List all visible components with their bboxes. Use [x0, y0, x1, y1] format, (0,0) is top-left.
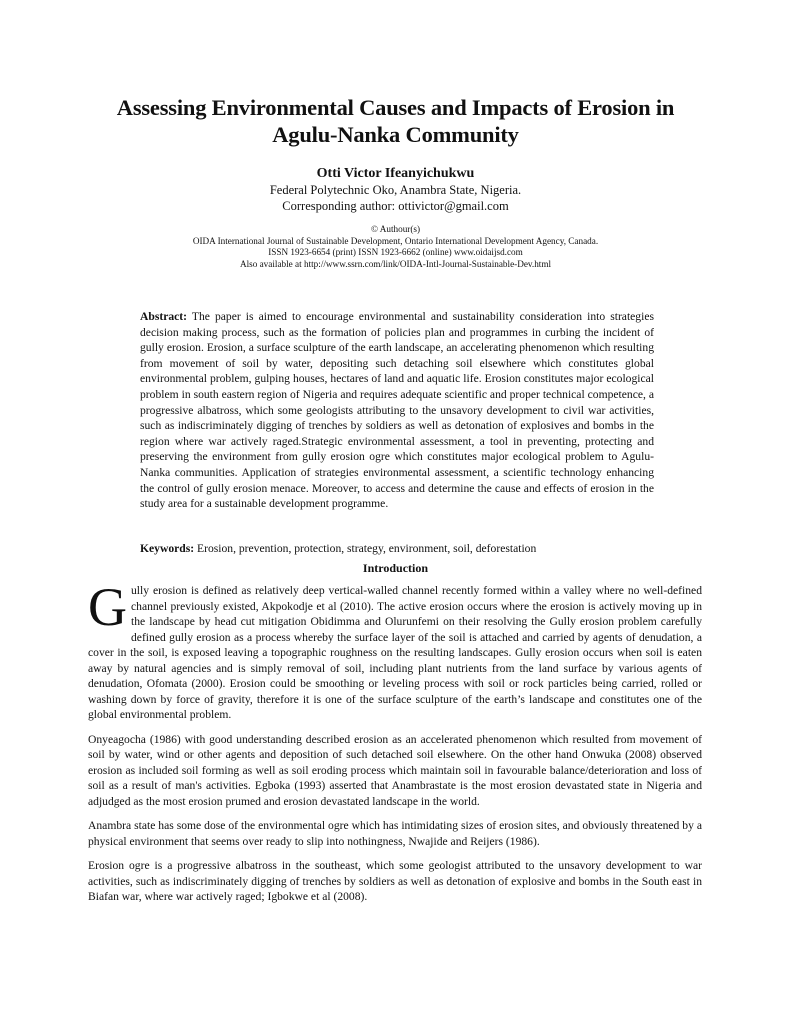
paragraph-1 — [88, 577, 702, 723]
publication-info — [80, 224, 711, 270]
keywords-label: Keywords: — [140, 542, 195, 555]
keywords — [140, 541, 654, 556]
issn-info: ISSN 1923-6654 (print) ISSN 1923-6662 (online) www.oidaijsd.com — [268, 247, 523, 257]
abstract-label: Abstract: — [140, 310, 188, 323]
author-affiliation: Federal Polytechnic Oko, Anambra State, Nigeria. — [269, 183, 522, 197]
abstract — [140, 309, 654, 512]
journal-name: OIDA International Journal of Sustainable Development, Ontario International Development Agency, Canada. — [192, 235, 599, 246]
introduction-body — [88, 577, 702, 914]
paragraph-1-text: ully erosion is defined as relatively deep vertical-walled channel recently formed within a valley where no well-defined channel previously existed, Akpokodje et al (2010). The active erosion occurs where the erosion is actively moving up in the landscape by head cut mitigation Obidimma and Olurunfemi on their resolving the Gully erosion problem carefully defined gully erosion as a process whereby the surface layer of the soil is attached and carried by agents of denudation, a cover in the soil, is exposed leaving a topographic roughness on the resulting landscapes. Gully erosion occurs when soil is eaten away by natural agencies and is simply removal of soil, including plant nutrients from the land surface by various agents of denudation, Ofomata (2000). Erosion could be smoothing or leveling process with soil or rock particles being carried, rolled or washing down by force of gravity, therefore it is one of the surface sculpture of the earth’s landscape and constitutes one of the global environmental problem. — [88, 584, 702, 721]
paragraph-2: Onyeagocha (1986) with good understanding described erosion as an accelerated phenomenon which resulted from movement of soil by water, wind or other agents and deposition of such detached soil elsewhere. On the other hand Onwuka (2008) observed erosion as included soil forming as well as soil eroding process which maintain soil in favourable balance/deterioration and loss of soil as a result of man's activities. Egboka (1993) asserted that Anambrastate is the most erosion devastated state in Nigeria and adjudged as the most erosion prumed and erosion devastated landscape in the world. — [88, 732, 702, 808]
paragraph-3: Anambra state has some dose of the environmental ogre which has intimidating sizes of erosion sites, and obviously threatened by a physical environment that seems over ready to slip into nothingness, Nwajide and Reijers (1986). — [88, 819, 702, 848]
availability-link: Also available at http://www.ssrn.com/link/OIDA-Intl-Journal-Sustainable-Dev.html — [239, 258, 552, 269]
abstract-text: The paper is aimed to encourage environmental and sustainability consideration into strategies decision making process, such as the formation of policies plan and programmes in curbing the incident of gully erosion. Erosion, a surface sculpture of the earth landscape, an accelerating phenomenon which resulting from movement of soil by water, depositing such detaching soil elsewhere which constitutes global environmental problem, gulping houses, hectares of land and aquatic life. Erosion constitutes major ecological problem in south eastern region of Nigeria and requires adequate scientific and proper technical competence, a progressive albatross, which some geologists attributing to the unsavory development to civil war activities, such as indiscriminately digging of trenches by soldiers as well as detonation of explosives and bombs in the region where war actively raged.Strategic environmental assessment, a tool in preventing, protecting and preserving the environment from gully erosion ogre which constitutes major ecological problem to Agulu-Nanka communities. Application of strategies environmental assessment, a scientific technology enhancing the control of gully erosion menace. Moreover, to access and determine the cause and effects of erosion in the study area for a sustainable development programme. — [140, 310, 654, 511]
keywords-text: Erosion, prevention, protection, strategy, environment, soil, deforestation — [194, 542, 537, 555]
author-name: Otti Victor Ifeanyichukwu — [316, 166, 475, 181]
corresponding-author: Corresponding author: ottivictor@gmail.com — [282, 199, 509, 213]
author-block — [80, 165, 711, 214]
paper-title-line-1: Assessing Environmental Causes and Impacts of Erosion in — [116, 95, 675, 120]
paper-title — [80, 94, 711, 148]
drop-cap: G — [88, 577, 127, 637]
paragraph-4: Erosion ogre is a progressive albatross in the southeast, which some geologist attributed to the unsavory development to war activities, such as indiscriminately digging of trenches by soldiers as well as detonation of explosive and bombs in the South east in Biafan war, where war actively raged; Igbokwe et al (2008). — [88, 859, 702, 903]
copyright-notice: © Authour(s) — [370, 224, 421, 234]
paper-title-line-2: Agulu-Nanka Community — [272, 122, 519, 147]
section-heading-introduction: Introduction — [362, 561, 429, 575]
